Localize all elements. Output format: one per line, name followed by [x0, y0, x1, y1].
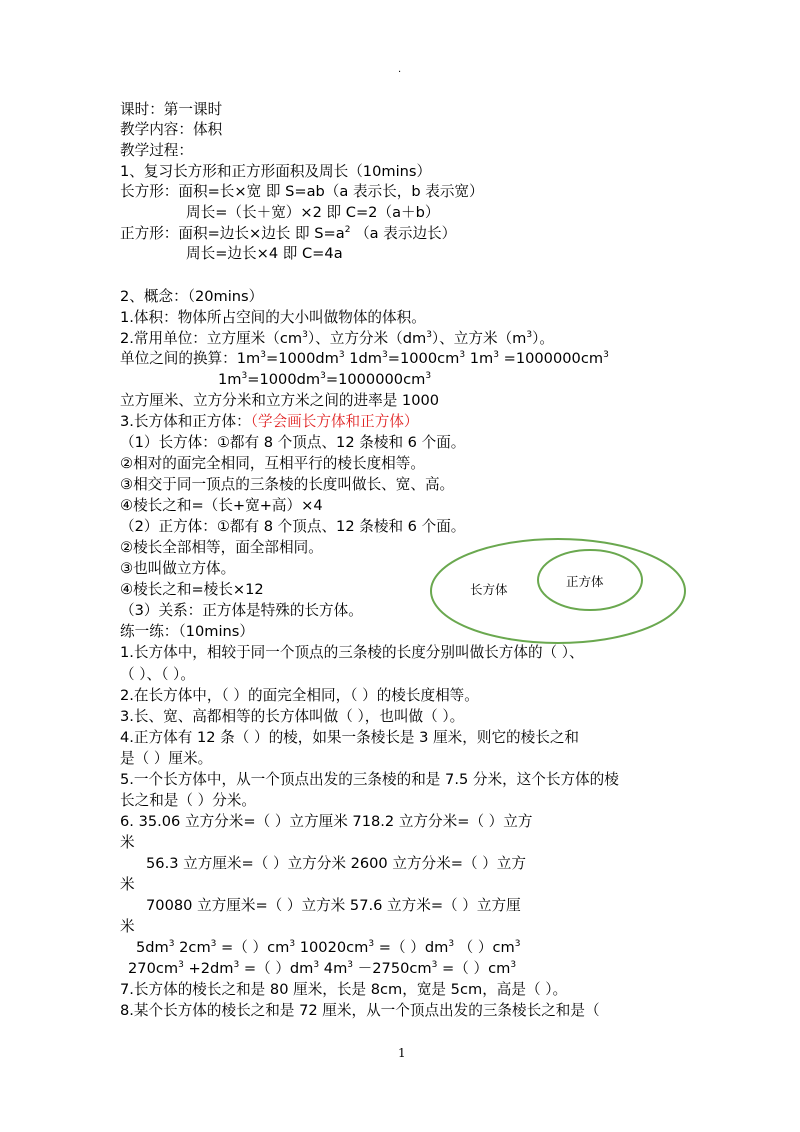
page-number: 1	[398, 1046, 406, 1060]
venn-inner-label: 正方体	[566, 574, 604, 589]
document-line-24: （3）关系：正方体是特殊的长方体。	[120, 602, 363, 619]
document-line-8: 周长=边长×4 即 C=4a	[186, 245, 343, 262]
highlight-note: （学会画长方体和正方体）	[250, 413, 419, 430]
document-line-7: 正方形：面积=边长×边长 即 $S=a^2$ （a 表示边长）	[120, 225, 457, 242]
document-line-42: 7.长方体的棱长之和是 80 厘米，长是 8cm，宽是 5cm，高是（ ）。	[120, 981, 568, 998]
document-line-27: （ ）、（ ）。	[120, 666, 195, 683]
document-line-16: （1）长方体：①都有 8 个顶点、12 条棱和 6 个面。	[120, 434, 466, 451]
document-line-20: （2）正方体：①都有 8 个顶点、12 条棱和 6 个面。	[120, 518, 466, 535]
document-line-34: 6. 35.06 立方分米=（ ）立方厘米 718.2 立方分米=（ ）立方	[120, 813, 533, 830]
document-line-39: 米	[120, 918, 135, 935]
venn-outer-label: 长方体	[470, 582, 508, 597]
document-line-43: 8.某个长方体的棱长之和是 72 厘米，从一个顶点出发的三条棱长之和是（	[120, 1002, 600, 1019]
document-line-33: 长之和是（ ）分米。	[120, 792, 256, 809]
document-line-38: 70080 立方厘米=（ ）立方米 57.6 立方米=（ ）立方厘	[146, 897, 521, 914]
document-line-29: 3.长、宽、高都相等的长方体叫做（ ），也叫做（ ）。	[120, 708, 465, 725]
document-line-25: 练一练：（10mins）	[120, 623, 254, 640]
document-line-30: 4.正方体有 12 条（ ）的棱，如果一条棱长是 3 厘米，则它的棱长之和	[120, 729, 580, 746]
document-line-23: ④棱长之和=棱长×12	[120, 581, 264, 598]
document-line-4: 1、复习长方形和正方形面积及周长（10mins）	[120, 163, 432, 180]
document-line-28: 2.在长方体中，（ ）的面完全相同，（ ）的棱长度相等。	[120, 687, 479, 704]
document-line-11: 2.常用单位：立方厘米$(cm^3)$、立方分米$(dm^3)$、立方米$(m^3)$。	[120, 330, 555, 347]
document-line-32: 5.一个长方体中，从一个顶点出发的三条棱的和是 7.5 分米，这个长方体的棱	[120, 771, 619, 788]
document-line-22: ③也叫做立方体。	[120, 560, 236, 577]
document-line-40: $5dm^3$ $2cm^3$ =（ ）$cm^3$ $10020cm^3$ =（ ）$dm^3$ （ ）$cm^3$	[136, 939, 521, 956]
venn-diagram	[428, 536, 688, 646]
document-line-35: 米	[120, 834, 135, 851]
document-line-1: 课时：第一课时	[120, 101, 223, 118]
document-line-19: ④棱长之和=（长+宽+高）×4	[120, 497, 323, 514]
document-line-21: ②棱长全部相等，面全部相同。	[120, 539, 323, 556]
document-line-15: 3.长方体和正方体：（学会画长方体和正方体）	[120, 413, 419, 430]
document-line-26: 1.长方体中，相较于同一个顶点的三条棱的长度分别叫做长方体的（ ）、	[120, 644, 584, 661]
document-line-37: 米	[120, 876, 135, 893]
document-line-13: $1m^3=1000dm^3=1000000cm^3$	[218, 371, 432, 388]
document-line-14: 立方厘米、立方分米和立方米之间的进率是 1000	[120, 392, 440, 409]
header-dot: .	[398, 64, 402, 75]
document-line-10: 1.体积：物体所占空间的大小叫做物体的体积。	[120, 309, 426, 326]
document-line-12: 单位之间的换算：$1m^3=1000dm^3$ $1dm^3=1000cm^3$ $1m^3 =1000000cm^3$	[120, 350, 609, 367]
document-line-36: 56.3 立方厘米=（ ）立方分米 2600 立方分米=（ ）立方	[146, 855, 526, 872]
document-line-31: 是（ ）厘米。	[120, 750, 213, 767]
document-line-3: 教学过程：	[120, 142, 193, 159]
document-line-2: 教学内容：体积	[120, 121, 223, 138]
document-line-5: 长方形：面积=长×宽 即 S=ab（a 表示长，b 表示宽）	[120, 183, 484, 200]
document-line-18: ③相交于同一顶点的三条棱的长度叫做长、宽、高。	[120, 476, 455, 493]
document-line-6: 周长=（长＋宽）×2 即 C=2（a＋b）	[186, 204, 440, 221]
document-line-17: ②相对的面完全相同，互相平行的棱长度相等。	[120, 455, 425, 472]
document-line-9: 2、概念：（20mins）	[120, 288, 264, 305]
document-line-41: $270cm^3 +2dm^3$ =（ ）$dm^3$ $4m^3 -2750cm^3$ =（ ）$cm^3$	[128, 960, 517, 977]
